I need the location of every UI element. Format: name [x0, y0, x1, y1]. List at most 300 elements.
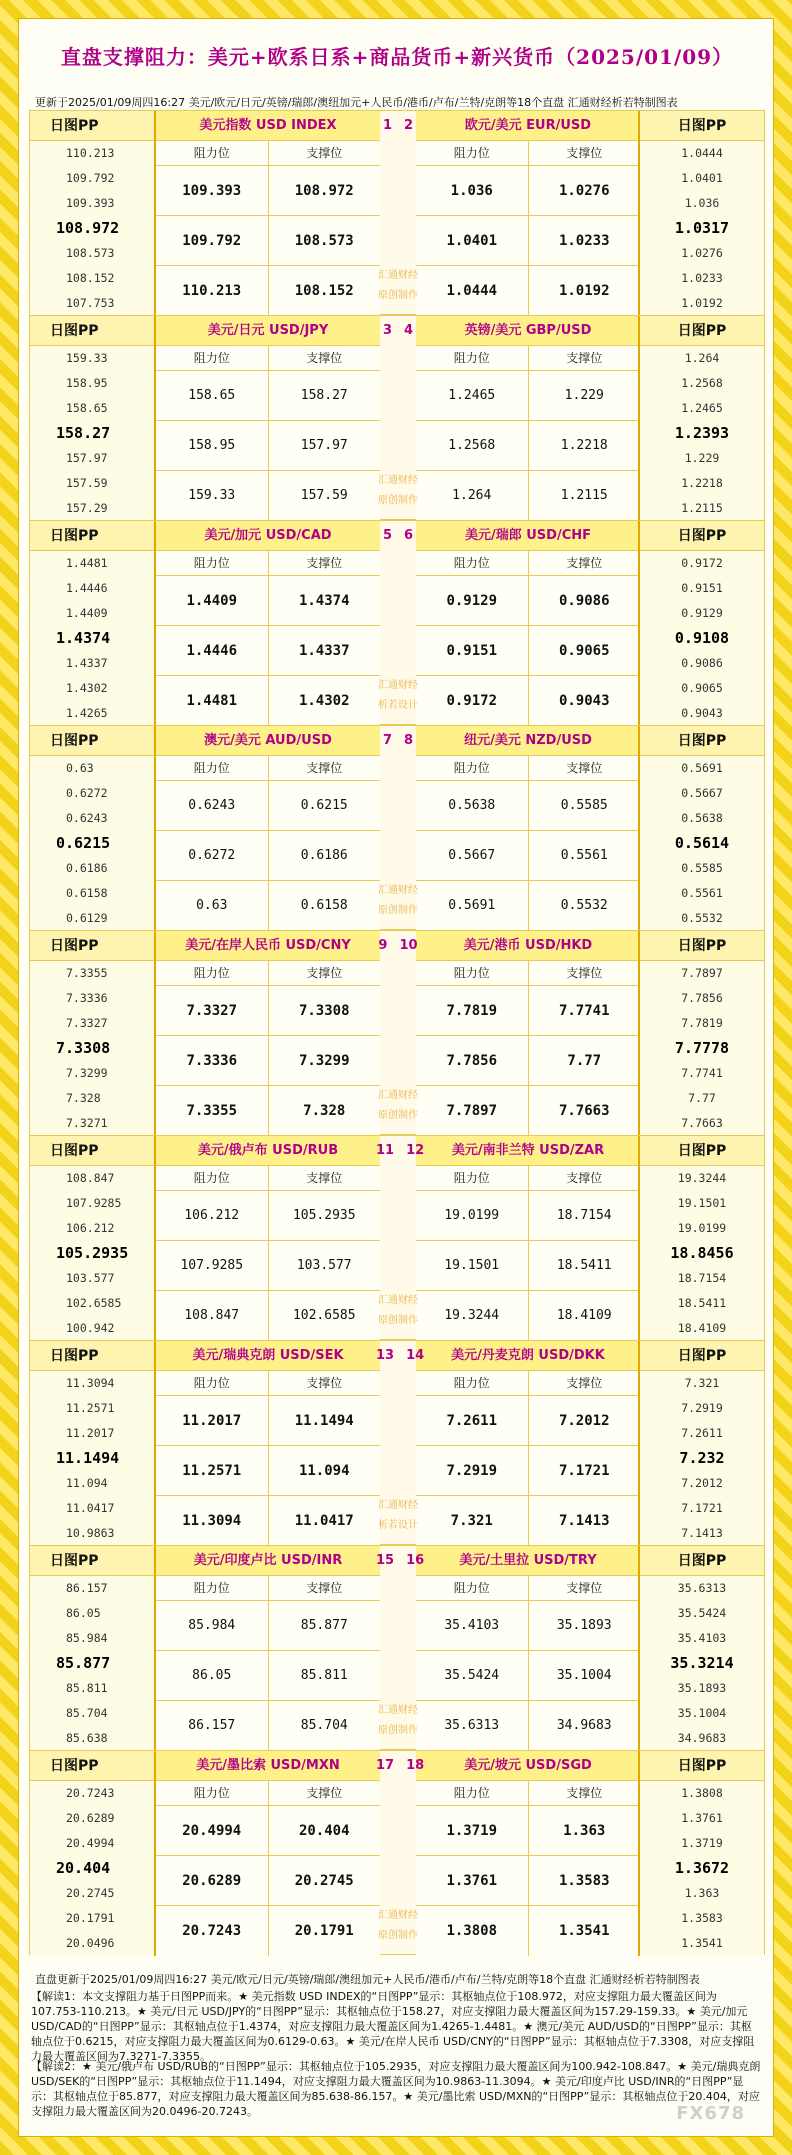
column-headers: [416, 346, 640, 371]
pivot-level: 110.213: [66, 146, 115, 160]
pair-table: [156, 1546, 380, 1751]
pivot-point: 1.2393: [674, 424, 730, 442]
pair-number: 14: [406, 1348, 425, 1363]
pair-table: [156, 316, 380, 521]
watermark-line: 汇通财经: [378, 475, 418, 486]
resistance-value: 7.7819: [416, 986, 529, 1035]
pivot-level: 0.6158: [66, 886, 108, 900]
level-row: [156, 1036, 380, 1086]
pair-table: [156, 111, 380, 316]
right-pivot-column: [638, 111, 764, 316]
watermark-text: [372, 1906, 424, 1946]
level-row: [416, 1396, 640, 1446]
section-index: [380, 726, 416, 931]
pivot-level: 1.4265: [66, 706, 108, 720]
resistance-value: 20.4994: [156, 1806, 269, 1855]
pivot-level: 100.942: [66, 1321, 115, 1335]
resistance-value: 107.9285: [156, 1241, 269, 1290]
update-info: 更新于2025/01/09周四16:27 美元/欧元/日元/英镑/瑞郎/澳纽加元+人民币/港币/卢布/兰特/克朗等18个直盘 汇通财经析若特制图表: [35, 96, 678, 109]
support-value: 20.1791: [294, 1923, 354, 1939]
support-value: 20.2745: [294, 1873, 354, 1889]
level-row: [156, 1291, 380, 1341]
pivot-level: 7.3336: [66, 991, 108, 1005]
brand-logo: FX678: [676, 2103, 745, 2124]
level-row: [156, 1496, 380, 1546]
resistance-header: 阻力位: [156, 961, 269, 985]
support-value: 108.152: [294, 283, 354, 299]
support-value: 18.7154: [556, 1208, 612, 1223]
support-value: 158.27: [300, 388, 348, 403]
support-value: 7.3308: [298, 1003, 350, 1019]
pivot-level: 0.5691: [681, 761, 723, 775]
support-value: 157.97: [300, 438, 348, 453]
watermark-text: [372, 881, 424, 921]
pivot-level: 1.2115: [681, 501, 723, 515]
level-row: [156, 781, 380, 831]
level-row: [416, 266, 640, 316]
support-value: 157.59: [300, 488, 348, 503]
pivot-level: 35.6313: [677, 1581, 727, 1595]
pair-name: 美元/坡元 USD/SGD: [416, 1751, 640, 1781]
column-headers: [416, 1781, 640, 1806]
pivot-level: 159.33: [66, 351, 108, 365]
pair-name: 美元/港币 USD/HKD: [416, 931, 640, 961]
pivot-level: 0.6243: [66, 811, 108, 825]
pivot-level: 11.094: [66, 1476, 108, 1490]
watermark-line: 汇通财经: [378, 1090, 418, 1101]
pivot-level: 7.328: [66, 1091, 101, 1105]
support-header: 支撑位: [566, 966, 603, 980]
pair-table: [416, 1341, 640, 1546]
pair-number: 11: [376, 1143, 395, 1158]
pair-table: [416, 111, 640, 316]
pair-name: 美元指数 USD INDEX: [156, 111, 380, 141]
day-pp-header: 日图PP: [30, 521, 154, 551]
pair-number: 1: [382, 118, 392, 133]
pivot-level: 85.984: [66, 1631, 108, 1645]
support-header: 支撑位: [306, 556, 343, 570]
level-row: [156, 626, 380, 676]
pivot-level: 7.2919: [681, 1401, 723, 1415]
pair-number: 13: [376, 1348, 395, 1363]
watermark-line: 汇通财经: [378, 1295, 418, 1306]
pair-table: [156, 931, 380, 1136]
pair-table: [416, 316, 640, 521]
level-row: [416, 676, 640, 726]
pair-section: [29, 725, 765, 930]
day-pp-header: 日图PP: [30, 1751, 154, 1781]
resistance-header: 阻力位: [156, 1371, 269, 1395]
pivot-level: 7.7856: [681, 991, 723, 1005]
pivot-level: 0.9151: [681, 581, 723, 595]
pivot-level: 20.7243: [66, 1786, 115, 1800]
page-title: 直盘支撑阻力：美元+欧系日系+商品货币+新兴货币（2025/01/09）: [60, 45, 734, 69]
support-header: 支撑位: [306, 1376, 343, 1390]
left-pivot-column: [30, 1136, 156, 1341]
pivot-level: 18.5411: [677, 1296, 727, 1310]
support-value: 1.2115: [560, 488, 608, 503]
level-row: [416, 881, 640, 931]
support-value: 0.5561: [560, 848, 608, 863]
pair-section: [29, 930, 765, 1135]
pivot-level: 7.3355: [66, 966, 108, 980]
content-panel: [18, 18, 774, 2137]
level-row: [416, 986, 640, 1036]
resistance-header: 阻力位: [416, 756, 529, 780]
pivot-level: 103.577: [66, 1271, 115, 1285]
day-pp-header: 日图PP: [640, 316, 764, 346]
support-value: 1.0192: [558, 283, 610, 299]
right-pivot-column: [638, 1136, 764, 1341]
pair-section: [29, 1545, 765, 1750]
pivot-level: 1.0444: [681, 146, 723, 160]
resistance-value: 109.792: [156, 216, 269, 265]
support-header: 支撑位: [306, 1581, 343, 1595]
pivot-level: 1.3761: [681, 1811, 723, 1825]
pivot-level: 7.3299: [66, 1066, 108, 1080]
level-row: [156, 1701, 380, 1751]
level-row: [156, 471, 380, 521]
resistance-header: 阻力位: [416, 141, 529, 165]
level-row: [156, 216, 380, 266]
watermark-line: 原创制作: [378, 495, 418, 506]
pivot-point: 7.7778: [674, 1039, 730, 1057]
support-header: 支撑位: [566, 1581, 603, 1595]
level-row: [416, 576, 640, 626]
pivot-level: 19.3244: [677, 1171, 727, 1185]
resistance-value: 0.9129: [416, 576, 529, 625]
resistance-header: 阻力位: [156, 346, 269, 370]
pair-table: [156, 521, 380, 726]
level-row: [156, 1601, 380, 1651]
section-index: [376, 1546, 425, 1751]
resistance-value: 7.321: [416, 1496, 529, 1546]
support-value: 102.6585: [292, 1308, 356, 1323]
day-pp-header: 日图PP: [30, 726, 154, 756]
level-row: [156, 1906, 380, 1956]
support-value: 0.5585: [560, 798, 608, 813]
pivot-level: 106.212: [66, 1221, 115, 1235]
resistance-value: 110.213: [156, 266, 269, 316]
section-index: [376, 1751, 425, 1956]
resistance-header: 阻力位: [156, 756, 269, 780]
resistance-value: 0.5667: [416, 831, 529, 880]
resistance-value: 7.3336: [156, 1036, 269, 1085]
support-header: 支撑位: [306, 761, 343, 775]
support-value: 18.5411: [556, 1258, 612, 1273]
watermark-line: 原创制作: [378, 1315, 418, 1326]
pair-number: 16: [406, 1553, 425, 1568]
pair-name: 美元/在岸人民币 USD/CNY: [156, 931, 380, 961]
pivot-level: 20.2745: [66, 1886, 115, 1900]
support-header: 支撑位: [566, 1376, 603, 1390]
pivot-point: 7.3308: [56, 1039, 111, 1057]
pair-number: 2: [404, 118, 414, 133]
level-row: [156, 1856, 380, 1906]
support-value: 0.6186: [300, 848, 348, 863]
support-value: 1.4374: [298, 593, 350, 609]
pair-number: 5: [382, 528, 392, 543]
resistance-header: 阻力位: [416, 1166, 529, 1190]
watermark-text: [372, 1086, 424, 1126]
pivot-level: 35.1893: [677, 1681, 727, 1695]
pair-number: 12: [406, 1143, 425, 1158]
support-header: 支撑位: [306, 351, 343, 365]
pivot-level: 0.5585: [681, 861, 723, 875]
pivot-level: 1.4409: [66, 606, 108, 620]
support-header: 支撑位: [566, 1786, 603, 1800]
resistance-value: 0.9172: [416, 676, 529, 726]
column-headers: [156, 141, 380, 166]
pair-section: [29, 1135, 765, 1340]
pair-number: 4: [404, 323, 414, 338]
pivot-level: 1.0276: [681, 246, 723, 260]
pair-section: [29, 110, 765, 315]
resistance-value: 11.3094: [156, 1496, 269, 1546]
pivot-level: 108.573: [66, 246, 115, 260]
level-row: [416, 1601, 640, 1651]
pair-name: 欧元/美元 EUR/USD: [416, 111, 640, 141]
level-row: [156, 676, 380, 726]
pivot-level: 1.3541: [681, 1936, 723, 1950]
day-pp-header: 日图PP: [640, 1751, 764, 1781]
right-pivot-column: [638, 726, 764, 931]
column-headers: [156, 346, 380, 371]
watermark-line: 汇通财经: [378, 1500, 418, 1511]
column-headers: [156, 1166, 380, 1191]
resistance-header: 阻力位: [156, 1166, 269, 1190]
support-value: 11.094: [298, 1463, 350, 1479]
pair-table: [156, 1136, 380, 1341]
pair-section: [29, 1340, 765, 1545]
level-row: [416, 216, 640, 266]
day-pp-header: 日图PP: [640, 726, 764, 756]
day-pp-header: 日图PP: [640, 1546, 764, 1576]
watermark-line: 原创制作: [378, 1930, 418, 1941]
level-row: [416, 1446, 640, 1496]
pivot-level: 7.7663: [681, 1116, 723, 1130]
resistance-value: 19.1501: [416, 1241, 529, 1290]
support-header: 支撑位: [306, 966, 343, 980]
resistance-header: 阻力位: [156, 1576, 269, 1600]
pivot-level: 7.1413: [681, 1526, 723, 1540]
watermark-text: [372, 1496, 424, 1536]
level-row: [416, 1291, 640, 1341]
level-row: [416, 1651, 640, 1701]
pivot-level: 0.5667: [681, 786, 723, 800]
day-pp-header: 日图PP: [30, 931, 154, 961]
column-headers: [156, 551, 380, 576]
resistance-value: 0.5638: [416, 781, 529, 830]
pivot-level: 157.29: [66, 501, 108, 515]
pivot-level: 1.264: [684, 351, 720, 365]
pivot-level: 108.152: [66, 271, 115, 285]
pivot-level: 1.363: [684, 1886, 720, 1900]
resistance-value: 1.264: [416, 471, 529, 521]
section-index: [380, 316, 416, 521]
pivot-level: 1.2568: [681, 376, 723, 390]
pivot-point: 108.972: [56, 219, 120, 237]
pivot-level: 109.792: [66, 171, 115, 185]
left-pivot-column: [30, 1751, 156, 1956]
support-header: 支撑位: [566, 351, 603, 365]
level-row: [416, 1241, 640, 1291]
pivot-level: 7.7819: [681, 1016, 723, 1030]
resistance-header: 阻力位: [156, 1781, 269, 1805]
pivot-level: 158.65: [66, 401, 108, 415]
resistance-value: 1.036: [416, 166, 529, 215]
note-2: 【解读2：★ 美元/俄卢布 USD/RUB的“日图PP”显示：其枢轴点位于105.2935，对应支撑阻力最大覆盖区间为100.942-108.847。★ 美元/瑞典克朗 USD/SEK的“日图PP”显示：其枢轴点位于11.1494，对应支撑阻力最大覆盖区间为10.9863-11.3094。★ 美元/印度卢比 USD/INR的“日图PP”显示：其枢轴点位于85.877，对应支撑阻力最大覆盖区间为85.638-86.157。★ 美元/墨比索 USD/MXN的“日图PP”显示：其枢轴点位于20.404，对应支撑阻力最大覆盖区间为20.0496-20.7243。: [31, 2060, 761, 2118]
resistance-value: 158.65: [156, 371, 269, 420]
level-row: [156, 1446, 380, 1496]
right-pivot-column: [638, 1751, 764, 1956]
pair-name: 美元/瑞典克朗 USD/SEK: [156, 1341, 380, 1371]
pivot-level: 0.6272: [66, 786, 108, 800]
level-row: [156, 166, 380, 216]
pair-table: [416, 931, 640, 1136]
pivot-level: 7.2012: [681, 1476, 723, 1490]
level-row: [416, 1906, 640, 1956]
section-index: [376, 1136, 425, 1341]
level-row: [416, 1701, 640, 1751]
pair-table: [416, 1751, 640, 1956]
pivot-level: 102.6585: [66, 1296, 122, 1310]
resistance-value: 19.3244: [416, 1291, 529, 1341]
pivot-level: 0.9129: [681, 606, 723, 620]
pivot-level: 7.3271: [66, 1116, 108, 1130]
pair-name: 美元/瑞郎 USD/CHF: [416, 521, 640, 551]
pivot-level: 157.97: [66, 451, 108, 465]
support-value: 7.1721: [558, 1463, 610, 1479]
pair-name: 英镑/美元 GBP/USD: [416, 316, 640, 346]
resistance-header: 阻力位: [416, 1371, 529, 1395]
pivot-level: 1.036: [684, 196, 720, 210]
pivot-level: 1.3808: [681, 1786, 723, 1800]
day-pp-header: 日图PP: [30, 1136, 154, 1166]
right-pivot-column: [638, 1341, 764, 1546]
pivot-level: 1.229: [684, 451, 720, 465]
column-headers: [156, 1781, 380, 1806]
pivot-level: 0.63: [66, 761, 94, 775]
support-header: 支撑位: [566, 1171, 603, 1185]
watermark-line: 原创制作: [378, 290, 418, 301]
pivot-level: 1.2465: [681, 401, 723, 415]
support-value: 1.2218: [560, 438, 608, 453]
pair-section: [29, 315, 765, 520]
resistance-value: 85.984: [156, 1601, 269, 1650]
watermark-line: 汇通财经: [378, 885, 418, 896]
pivot-level: 1.3719: [681, 1836, 723, 1850]
pivot-level: 107.753: [66, 296, 115, 310]
pair-name: 美元/印度卢比 USD/INR: [156, 1546, 380, 1576]
support-value: 0.9043: [558, 693, 610, 709]
pivot-level: 1.4337: [66, 656, 108, 670]
level-row: [416, 831, 640, 881]
pivot-level: 86.157: [66, 1581, 108, 1595]
pair-table: [416, 1136, 640, 1341]
resistance-value: 20.6289: [156, 1856, 269, 1905]
left-pivot-column: [30, 111, 156, 316]
pivot-level: 7.2611: [681, 1426, 723, 1440]
watermark-line: 析若设计: [378, 1520, 418, 1531]
level-row: [416, 1856, 640, 1906]
pivot-level: 1.4302: [66, 681, 108, 695]
resistance-value: 35.6313: [416, 1701, 529, 1751]
watermark-line: 原创制作: [378, 1725, 418, 1736]
pivot-point: 85.877: [56, 1654, 111, 1672]
pivot-level: 1.3583: [681, 1911, 723, 1925]
pivot-level: 20.0496: [66, 1936, 115, 1950]
watermark-text: [372, 471, 424, 511]
pivot-level: 18.7154: [677, 1271, 727, 1285]
resistance-value: 35.4103: [416, 1601, 529, 1650]
support-value: 1.0233: [558, 233, 610, 249]
support-value: 85.704: [300, 1718, 348, 1733]
column-headers: [416, 961, 640, 986]
level-row: [156, 1191, 380, 1241]
pivot-point: 7.232: [679, 1449, 725, 1467]
column-headers: [416, 1371, 640, 1396]
level-row: [156, 371, 380, 421]
column-headers: [156, 1371, 380, 1396]
pivot-level: 35.5424: [677, 1606, 727, 1620]
resistance-header: 阻力位: [156, 141, 269, 165]
pair-number: 9: [378, 938, 388, 953]
support-value: 20.404: [298, 1823, 350, 1839]
pivot-level: 20.4994: [66, 1836, 115, 1850]
support-value: 11.1494: [294, 1413, 354, 1429]
pivot-level: 0.9043: [681, 706, 723, 720]
section-index: [380, 111, 416, 316]
resistance-value: 7.2611: [416, 1396, 529, 1445]
pivot-level: 7.7741: [681, 1066, 723, 1080]
left-pivot-column: [30, 931, 156, 1136]
watermark-line: 汇通财经: [378, 270, 418, 281]
day-pp-header: 日图PP: [640, 1136, 764, 1166]
resistance-value: 159.33: [156, 471, 269, 521]
section-index: [380, 521, 416, 726]
pivot-point: 0.5614: [674, 834, 730, 852]
pivot-point: 20.404: [56, 1859, 111, 1877]
level-row: [156, 1806, 380, 1856]
resistance-value: 1.4481: [156, 676, 269, 726]
support-value: 7.7663: [558, 1103, 610, 1119]
pivot-level: 1.0401: [681, 171, 723, 185]
pivot-level: 19.0199: [677, 1221, 727, 1235]
level-row: [156, 1651, 380, 1701]
level-row: [416, 626, 640, 676]
pivot-level: 1.0233: [681, 271, 723, 285]
support-value: 7.328: [303, 1103, 346, 1119]
left-pivot-column: [30, 521, 156, 726]
pair-number: 10: [399, 938, 418, 953]
level-row: [156, 576, 380, 626]
resistance-value: 106.212: [156, 1191, 269, 1240]
pivot-level: 20.6289: [66, 1811, 115, 1825]
column-headers: [156, 756, 380, 781]
pair-section: [29, 1750, 765, 1955]
note-1: 【解读1：本文支撑阻力基于日图PP而来。★ 美元指数 USD INDEX的“日图PP”显示：其枢轴点位于108.972，对应支撑阻力最大覆盖区间为107.753-110.213。★ 美元/日元 USD/JPY的“日图PP”显示：其枢轴点位于158.27，对应支撑阻力最大覆盖区间为157.29-159.33。★ 美元/加元 USD/CAD的“日图PP”显示：其枢轴点位于1.4374，对应支撑阻力最大覆盖区间为1.4265-1.4481。★ 澳元/美元 AUD/USD的“日图PP”显示：其枢轴点位于0.6215，对应支撑阻力最大覆盖区间为0.6129-0.63。★ 美元/在岸人民币 USD/CNY的“日图PP”显示：其枢轴点位于7.3308，对应支撑阻力最大覆盖区间为7.3271-7.3355。: [31, 1990, 755, 2063]
column-headers: [156, 1576, 380, 1601]
pivot-point: 0.9108: [674, 629, 730, 647]
support-header: 支撑位: [306, 1786, 343, 1800]
resistance-header: 阻力位: [416, 961, 529, 985]
column-headers: [416, 141, 640, 166]
resistance-value: 1.0401: [416, 216, 529, 265]
pivot-level: 0.6186: [66, 861, 108, 875]
watermark-line: 原创制作: [378, 905, 418, 916]
pivot-level: 1.0192: [681, 296, 723, 310]
